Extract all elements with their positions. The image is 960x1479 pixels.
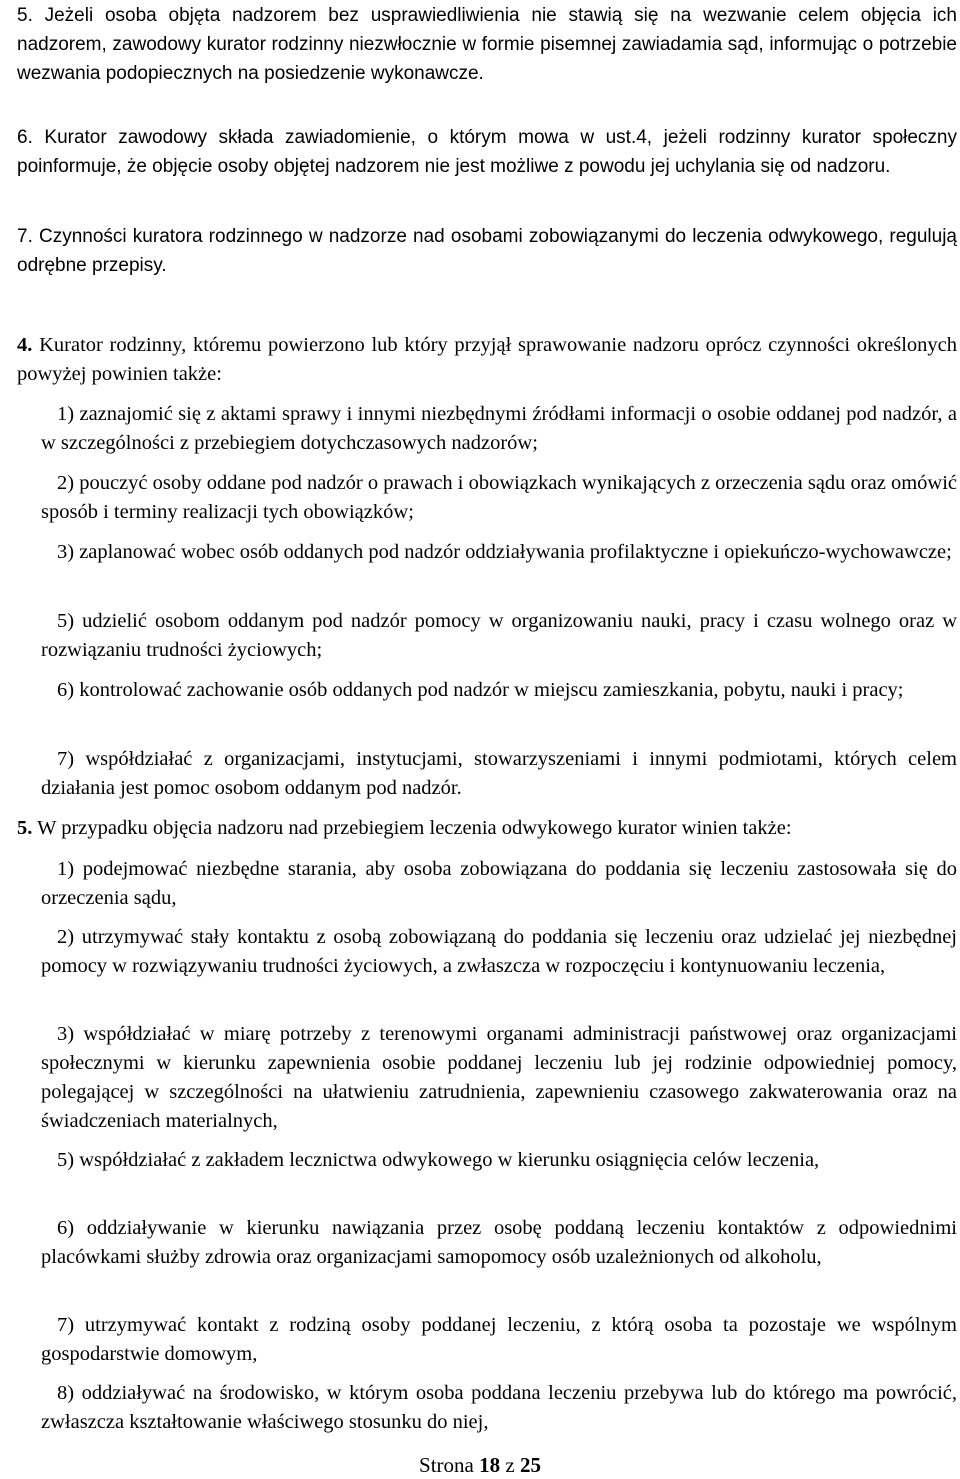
section-4-item-2: 2) pouczyć osoby oddane pod nadzór o prawach i obowiązkach wynikających z orzeczenia sądu oraz omówić sposób i terminy realizacji tych obowiązków; (41, 472, 957, 523)
section-5-item-5: 5) współdziałać z zakładem lecznictwa odwykowego w kierunku osiągnięcia celów leczenia, (57, 1149, 820, 1171)
footer-total-pages: 25 (519, 1453, 541, 1477)
section-4-item-6: 6) kontrolować zachowanie osób oddanych pod nadzór w miejscu zamieszkania, pobytu, nauki i pracy; (57, 679, 904, 701)
section-4-item-3: 3) zaplanować wobec osób oddanych pod nadzór oddziaływania profilaktyczne i opiekuńczo-wychowawcze; (57, 541, 952, 563)
section-4-intro (17, 331, 957, 389)
section-5-intro (17, 814, 957, 843)
section-5-item-6: 6) oddziaływanie w kierunku nawiązania przez osobę poddaną leczeniu kontaktów z odpowiednimi placówkami służby zdrowia oraz organizacjami samopomocy osób uzależnionych od alkoholu, (41, 1217, 957, 1268)
section-4-number: 4. (17, 334, 33, 356)
footer-current-page: 18 (479, 1453, 501, 1477)
paragraph-5: 5. Jeżeli osoba objęta nadzorem bez usprawiedliwienia nie stawią się na wezwanie celem objęcia ich nadzorem, zawodowy kurator rodzinny niezwłocznie w formie pisemnej zawiadamia sąd, informując o potrzebie wezwania podopiecznych na posiedzenie wykonawcze. (17, 5, 957, 84)
section-5-item-8: 8) oddziaływać na środowisko, w którym osoba poddana leczeniu przebywa lub do którego ma powrócić, zwłaszcza kształtowanie właściwego stosunku do niej, (41, 1382, 957, 1433)
paragraph-6: 6. Kurator zawodowy składa zawiadomienie, o którym mowa w ust.4, jeżeli rodzinny kurator społeczny poinformuje, że objęcie osoby objętej nadzorem nie jest możliwe z powodu jej uchylania się od nadzoru. (17, 127, 957, 177)
section-4-item-1: 1) zaznajomić się z aktami sprawy i innymi niezbędnymi źródłami informacji o osobie oddanej pod nadzór, a w szczególności z przebiegiem dotychczasowych nadzorów; (41, 403, 957, 454)
section-4-item-5: 5) udzielić osobom oddanym pod nadzór pomocy w organizowaniu nauki, pracy i czasu wolnego oraz w rozwiązaniu trudności życiowych; (41, 610, 957, 661)
section-5-number: 5. (17, 817, 33, 839)
section-5-intro-text: W przypadku objęcia nadzoru nad przebiegiem leczenia odwykowego kurator winien także: (32, 817, 792, 839)
footer-middle: z (500, 1453, 520, 1477)
section-5-item-7: 7) utrzymywać kontakt z rodziną osoby poddanej leczeniu, z którą osoba ta pozostaje we wspólnym gospodarstwie domowym, (41, 1314, 957, 1365)
page-footer (0, 1452, 960, 1478)
section-5-item-1: 1) podejmować niezbędne starania, aby osoba zobowiązana do poddania się leczeniu zastosowała się do orzeczenia sądu, (41, 858, 957, 909)
footer-prefix: Strona (419, 1453, 480, 1477)
section-5-item-3: 3) współdziałać w miarę potrzeby z terenowymi organami administracji państwowej oraz organizacjami społecznymi w kierunku zapewnienia osobie poddanej leczeniu lub jej rodzinie odpowiedniej pomocy, polegającej w szczególności na ułatwieniu zatrudnienia, zapewnieniu czasowego zakwaterowania oraz na świadczeniach materialnych, (41, 1023, 957, 1132)
section-4-item-7: 7) współdziałać z organizacjami, instytucjami, stowarzyszeniami i innymi podmiotami, których celem działania jest pomoc osobom oddanym pod nadzór. (41, 748, 957, 799)
paragraph-7: 7. Czynności kuratora rodzinnego w nadzorze nad osobami zobowiązanymi do leczenia odwykowego, regulują odrębne przepisy. (17, 226, 957, 276)
section-5-item-2: 2) utrzymywać stały kontaktu z osobą zobowiązaną do poddania się leczeniu oraz udzielać jej niezbędnej pomocy w rozwiązywaniu trudności życiowych, a zwłaszcza w rozpoczęciu i kontynuowaniu leczenia, (41, 926, 957, 977)
section-4-intro-text: Kurator rodzinny, któremu powierzono lub który przyjął sprawowanie nadzoru oprócz czynności określonych powyżej powinien także: (17, 334, 957, 385)
